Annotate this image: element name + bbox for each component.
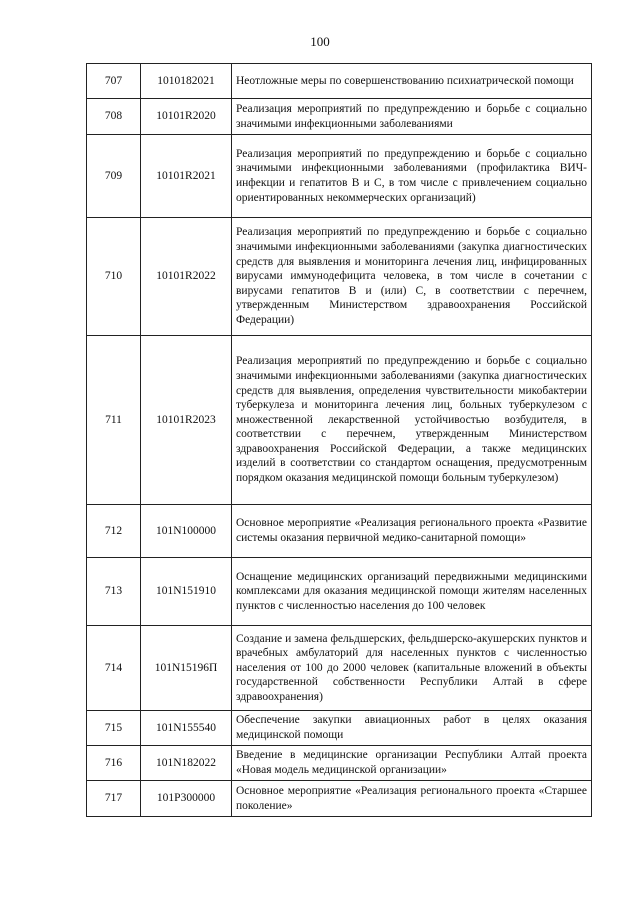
row-number: 709 xyxy=(87,135,141,218)
row-number: 710 xyxy=(87,218,141,336)
table-row xyxy=(87,64,592,99)
row-description: Реализация мероприятий по предупреждению и борьбе с социально значимыми инфекционными заболеваниями (профилактика ВИЧ-инфекции и гепатитов В и С, в том числе с привлечением социально ориентированных некоммерческих организаций) xyxy=(232,135,592,218)
row-number: 714 xyxy=(87,626,141,711)
row-code: 101P300000 xyxy=(141,781,232,817)
row-description: Оснащение медицинских организаций передвижными медицинскими комплексами для оказания медицинской помощи жителям населенных пунктов с численностью населения до 100 человек xyxy=(232,558,592,626)
row-code: 1010182021 xyxy=(141,64,232,99)
row-number: 715 xyxy=(87,711,141,746)
table-row xyxy=(87,711,592,746)
row-code: 101N182022 xyxy=(141,746,232,781)
row-code: 10101R2021 xyxy=(141,135,232,218)
row-code: 10101R2023 xyxy=(141,336,232,505)
row-number: 716 xyxy=(87,746,141,781)
row-code: 101N155540 xyxy=(141,711,232,746)
table-row xyxy=(87,626,592,711)
table-row xyxy=(87,746,592,781)
row-number: 711 xyxy=(87,336,141,505)
row-description: Неотложные меры по совершенствованию психиатрической помощи xyxy=(232,64,592,99)
row-description: Создание и замена фельдшерских, фельдшерско-акушерских пунктов и врачебных амбулаторий для населенных пунктов с численностью населения от 100 до 2000 человек (капитальные вложений в объекты государственной собственности Республики Алтай в сфере здравоохранения) xyxy=(232,626,592,711)
table-row xyxy=(87,135,592,218)
row-description: Реализация мероприятий по предупреждению и борьбе с социально значимыми инфекционными заболеваниями xyxy=(232,99,592,135)
row-number: 707 xyxy=(87,64,141,99)
row-number: 712 xyxy=(87,505,141,558)
row-description: Реализация мероприятий по предупреждению и борьбе с социально значимыми инфекционными заболеваниями (закупка диагностических средств для выявления и мониторинга лечения лиц, инфицированных вирусами иммунодефицита человека, в том числе в сочетании с вирусами гепатитов В и (или) С, в соответствии с перечнем, утвержденным Министерством здравоохранения Российской Федерации) xyxy=(232,218,592,336)
table-row xyxy=(87,99,592,135)
row-code: 101N15196П xyxy=(141,626,232,711)
row-code: 101N100000 xyxy=(141,505,232,558)
table-row xyxy=(87,781,592,817)
row-number: 717 xyxy=(87,781,141,817)
row-number: 708 xyxy=(87,99,141,135)
row-description: Основное мероприятие «Реализация регионального проекта «Развитие системы оказания первичной медико-санитарной помощи» xyxy=(232,505,592,558)
row-code: 10101R2020 xyxy=(141,99,232,135)
row-code: 101N151910 xyxy=(141,558,232,626)
row-description: Обеспечение закупки авиационных работ в целях оказания медицинской помощи xyxy=(232,711,592,746)
table-row xyxy=(87,336,592,505)
row-description: Реализация мероприятий по предупреждению и борьбе с социально значимыми инфекционными заболеваниями (закупка диагностических средств для выявления, определения чувствительности микобактерии туберкулеза и мониторинга лечения лиц, больных туберкулезом с множественной лекарственной устойчивостью возбудителя, в соответствии с перечнем, утвержденным Министерством здравоохранения Российской Федерации, а также медицинских изделий в соответствии со стандартом оснащения, предусмотренным порядком оказания медицинской помощи больным туберкулезом) xyxy=(232,336,592,505)
table-row xyxy=(87,558,592,626)
page-number: 100 xyxy=(310,34,330,49)
table-row xyxy=(87,505,592,558)
budget-classification-table xyxy=(86,63,592,817)
row-code: 10101R2022 xyxy=(141,218,232,336)
row-number: 713 xyxy=(87,558,141,626)
table-row xyxy=(87,218,592,336)
row-description: Основное мероприятие «Реализация регионального проекта «Старшее поколение» xyxy=(232,781,592,817)
row-description: Введение в медицинские организации Республики Алтай проекта «Новая модель медицинской организации» xyxy=(232,746,592,781)
